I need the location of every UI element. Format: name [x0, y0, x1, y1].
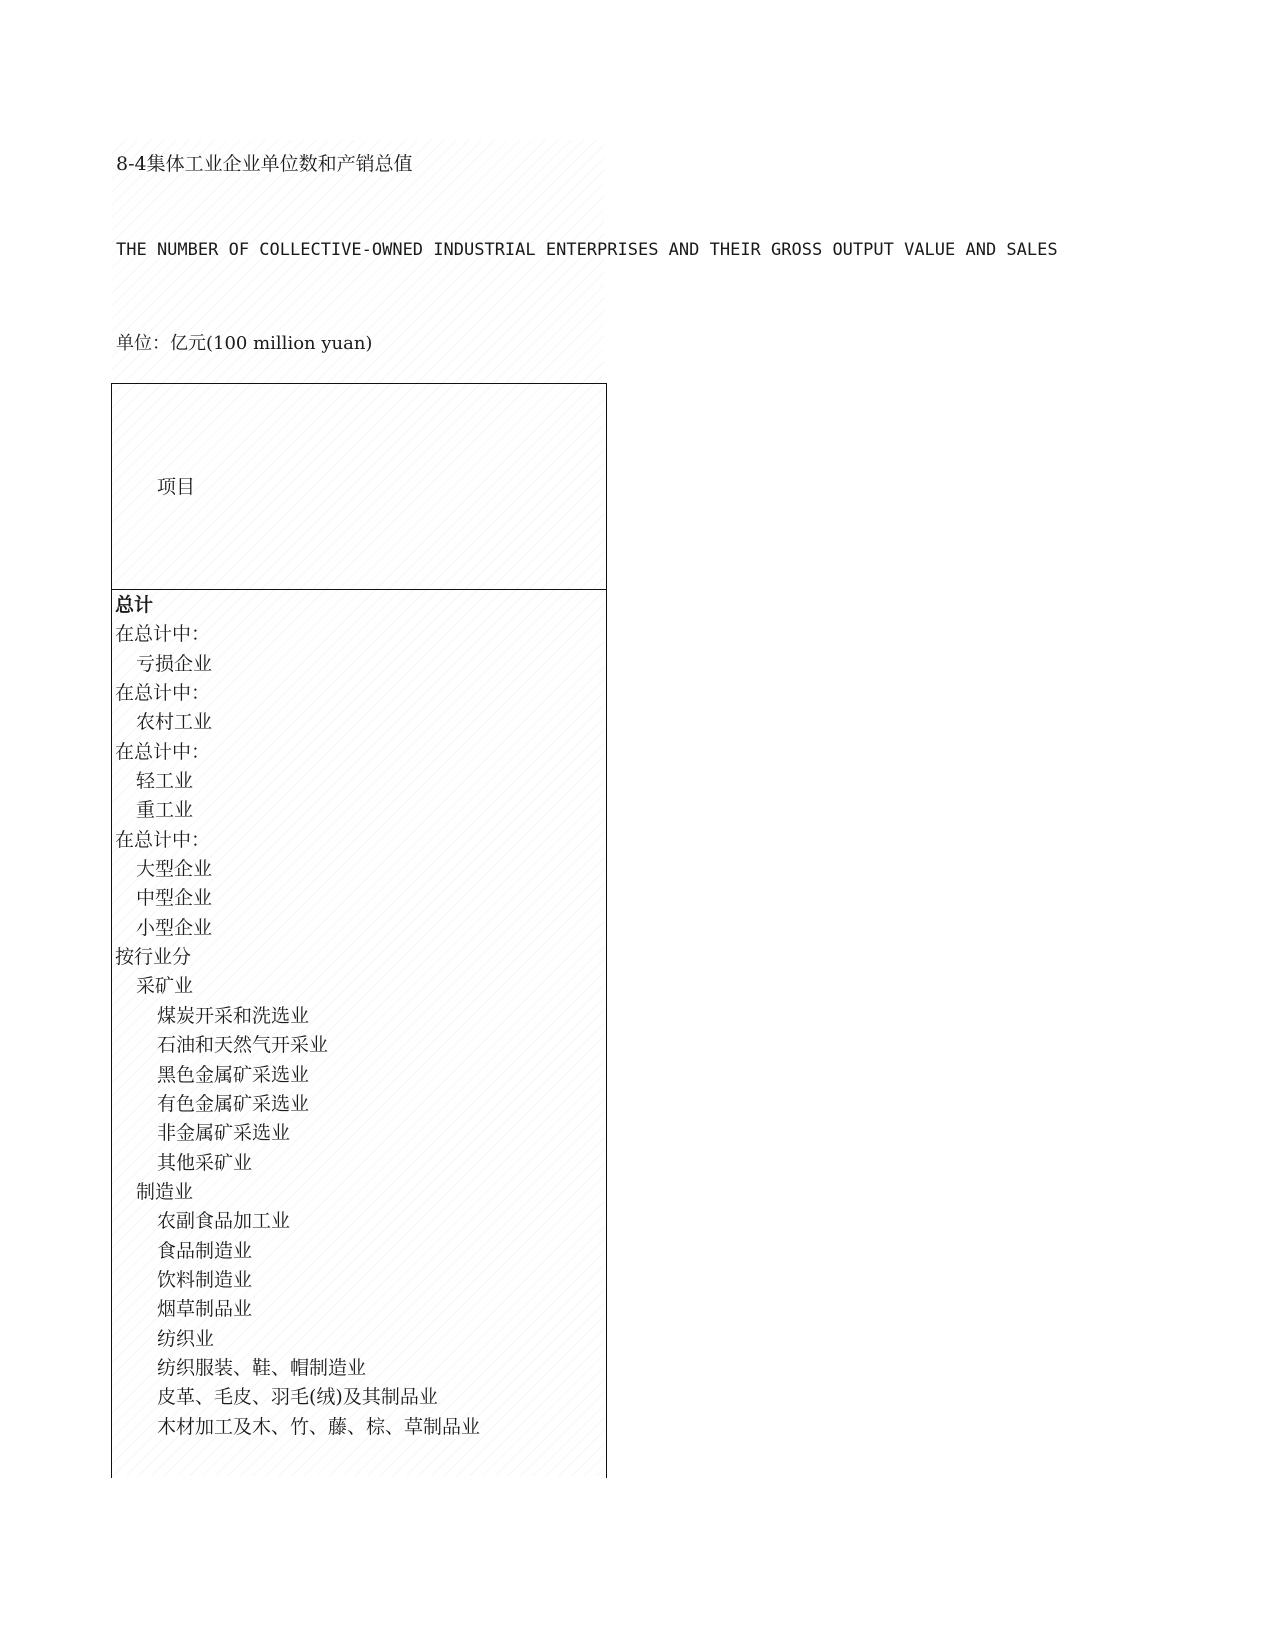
table-row: 中型企业	[136, 887, 213, 910]
table-row: 饮料制造业	[157, 1268, 253, 1291]
table-row: 亏损企业	[136, 652, 213, 675]
table-body	[115, 591, 603, 1442]
table-row: 农村工业	[136, 711, 213, 734]
table-row: 小型企业	[136, 916, 213, 939]
column-header-item: 项目	[157, 476, 196, 498]
table-row: 总计	[115, 594, 154, 616]
table-row: 轻工业	[136, 770, 194, 793]
table-row: 制造业	[136, 1180, 194, 1203]
table-row: 食品制造业	[157, 1239, 253, 1262]
table-row: 皮革、毛皮、羽毛(绒)及其制品业	[157, 1386, 438, 1409]
data-table	[111, 383, 607, 1478]
table-row: 其他采矿业	[157, 1151, 253, 1174]
page-title-english: THE NUMBER OF COLLECTIVE-OWNED INDUSTRIAL ENTERPRISES AND THEIR GROSS OUTPUT VALUE AND SALES	[116, 240, 1058, 260]
table-row: 大型企业	[136, 858, 213, 881]
table-row: 纺织业	[157, 1327, 215, 1350]
table-row: 煤炭开采和洗选业	[157, 1004, 310, 1027]
table-row: 农副食品加工业	[157, 1210, 291, 1233]
table-row: 石油和天然气开采业	[157, 1034, 329, 1057]
page-title: 8-4集体工业企业单位数和产销总值	[116, 153, 413, 175]
table-row: 在总计中：	[115, 623, 211, 646]
table-row: 非金属矿采选业	[157, 1122, 291, 1145]
table-row: 在总计中：	[115, 828, 211, 851]
table-row: 重工业	[136, 799, 194, 822]
table-row: 在总计中：	[115, 740, 211, 763]
table-row: 按行业分	[115, 946, 192, 969]
table-row: 烟草制品业	[157, 1298, 253, 1321]
table-row: 在总计中：	[115, 682, 211, 705]
unit-label: 单位：亿元(100 million yuan)	[116, 333, 373, 354]
table-row: 黑色金属矿采选业	[157, 1063, 310, 1086]
table-row: 有色金属矿采选业	[157, 1092, 310, 1115]
table-header-cell	[112, 384, 606, 590]
table-row: 木材加工及木、竹、藤、棕、草制品业	[157, 1415, 481, 1438]
table-row: 纺织服装、鞋、帽制造业	[157, 1356, 367, 1379]
table-row: 采矿业	[136, 975, 194, 998]
